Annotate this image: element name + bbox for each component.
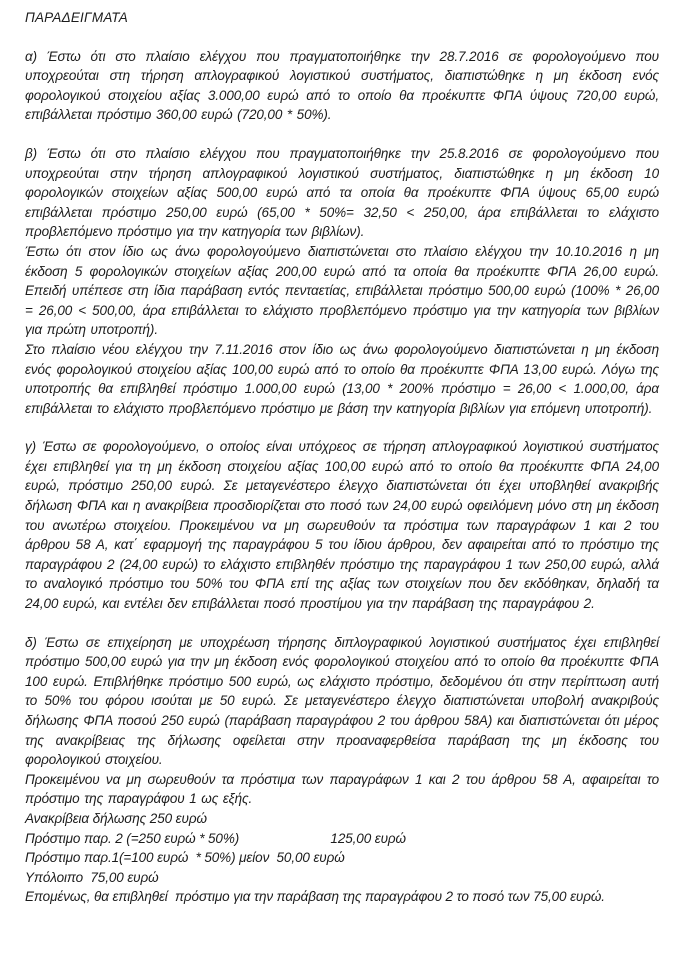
paragraph-beta-3: Στο πλαίσιο νέου ελέγχου την 7.11.2016 στον ίδιο ως άνω φορολογούμενο διαπιστώνεται η μη έκδοση ενός φορολογικού στοιχείου αξίας 100,00 ευρώ από το οποίο θα προέκυπτε ΦΠΑ 13,00 ευρώ. Λόγω της υποτροπής θα επιβληθεί πρόστιμο 1.000,00 ευρώ (13,00 * 200% πρόστιμο = 26,00 < 1.000,00, άρα επιβάλλεται το ελάχιστο προβλεπόμενο πρόστιμο με βάση την κατηγορία βιβλίων για επόμενη υποτροπή). [25, 341, 659, 416]
calc-line-inaccuracy: Ανακρίβεια δήλωσης 250 ευρώ [25, 810, 207, 826]
closing-statement: Επομένως, θα επιβληθεί πρόστιμο για την παράβαση της παραγράφου 2 το ποσό των 75,00 ευρώ. [25, 889, 605, 905]
calc-line-remainder: Υπόλοιπο 75,00 ευρώ [25, 869, 159, 885]
calc-line-fine-par2: Πρόστιμο παρ. 2 (=250 ευρώ * 50%) 125,00 ευρώ [25, 830, 406, 846]
page-title: ΠΑΡΑΔΕΙΓΜΑΤΑ [25, 10, 128, 25]
paragraph-alpha: α) Έστω ότι στο πλαίσιο ελέγχου που πραγματοποιήθηκε την 28.7.2016 σε φορολογούμενο που υποχρεούται στη τήρηση απλογραφικού λογιστικού συστήματος, διαπιστώθηκε η μη έκδοση ενός φορολογικού στοιχείου αξίας 3.000,00 ευρώ από το οποίο θα προέκυπτε ΦΠΑ ύψους 720,00 ευρώ, επιβάλλεται πρόστιμο 360,00 ευρώ (720,00 * 50%). [25, 48, 659, 123]
paragraph-beta-1: β) Έστω ότι στο πλαίσιο ελέγχου που πραγματοποιήθηκε την 25.8.2016 σε φορολογούμενο που υποχρεούται στην τήρηση απλογραφικού λογιστικού συστήματος, διαπιστώθηκε η μη έκδοση 10 φορολογικών στοιχείων αξίας 500,00 ευρώ από τα οποία θα προέκυπτε ΦΠΑ ύψους 65,00 ευρώ επιβάλλεται πρόστιμο 250,00 ευρώ (65,00 * 50%= 32,50 < 250,00, άρα επιβάλλεται το ελάχιστο προβλεπόμενο πρόστιμο για την κατηγορία των βιβλίων). [25, 145, 659, 240]
paragraph-gamma: γ) Έστω σε φορολογούμενο, ο οποίος είναι υπόχρεος σε τήρηση απλογραφικού λογιστικού συστήματος έχει επιβληθεί για τη μη έκδοση στοιχείου αξίας 100,00 ευρώ από το οποίο θα προέκυπτε ΦΠΑ 24,00 ευρώ, πρόστιμο 250,00 ευρώ. Σε μεταγενέστερο έλεγχο διαπιστώνεται ότι έχει υποβληθεί ανακριβής δήλωση ΦΠΑ και η ανακρίβεια προσδιορίζεται στο ποσό των 24,00 ευρώ οφειλόμενη μόνο στη μη έκδοση του ανωτέρω στοιχείου. Προκειμένου να μη σωρευθούν τα πρόστιμα των παραγράφων 1 και 2 του άρθρου 58 Α, κατ΄ εφαρμογή της παραγράφου 5 του ίδιου άρθρου, δεν αφαιρείται από το πρόστιμο της παραγράφου 2 (24,00 ευρώ) το ελάχιστο επιβληθέν πρόστιμο της παραγράφου 1 των 250,00 ευρώ, αλλά το αναλογικό πρόστιμο του 50% του ΦΠΑ επί της αξίας των στοιχείων που δεν εκδόθηκαν, δηλαδή τα 24,00 ευρώ, και εντέλει δεν επιβάλλεται ποσό προστίμου για την παράβαση της παραγράφου 2. [25, 439, 659, 612]
paragraph-delta-1: δ) Έστω σε επιχείρηση με υποχρέωση τήρησης διπλογραφικού λογιστικού συστήματος έχει επιβληθεί πρόστιμο 500,00 ευρώ για την μη έκδοση ενός φορολογικού στοιχείου από το οποίο θα προέκυπτε ΦΠΑ 100 ευρώ. Επιβλήθηκε πρόστιμο 500 ευρώ, ως ελάχιστο πρόστιμο, δεδομένου ότι στην περίπτωση αυτή το 50% του φόρου ισούται με 50 ευρώ. Σε μεταγενέστερο έλεγχο διαπιστώνεται υποβολή ανακριβούς δήλωσης ΦΠΑ ποσού 250 ευρώ (παράβαση παραγράφου 2 του άρθρου 58Α) και διαπιστώνεται ότι μέρος της ανακρίβειας της δήλωσης οφείλεται στην προαναφερθείσα παράβαση της μη έκδοσης του φορολογικού στοιχείου. [25, 634, 659, 768]
paragraph-beta-2: Έστω ότι στον ίδιο ως άνω φορολογούμενο διαπιστώνεται στο πλαίσιο ελέγχου την 10.10.2016 η μη έκδοση 5 φορολογικών στοιχείων αξίας 200,00 ευρώ από τα οποία θα προέκυπτε ΦΠΑ 26,00 ευρώ. Επειδή υπέπεσε στη ίδια παράβαση εντός πενταετίας, επιβάλλεται πρόστιμο 500,00 ευρώ (100% * 26,00 = 26,00 < 500,00, άρα επιβάλλεται το ελάχιστο προβλεπόμενο πρόστιμο για την κατηγορία των βιβλίων για πρώτη υποτροπή). [25, 243, 659, 338]
calc-line-fine-par1: Πρόστιμο παρ.1(=100 ευρώ * 50%) μείον 50,00 ευρώ [25, 850, 345, 866]
paragraph-delta-2: Προκειμένου να μη σωρευθούν τα πρόστιμα των παραγράφων 1 και 2 του άρθρου 58 Α, αφαιρείται το πρόστιμο της παραγράφου 1 ως εξής. [25, 771, 659, 807]
